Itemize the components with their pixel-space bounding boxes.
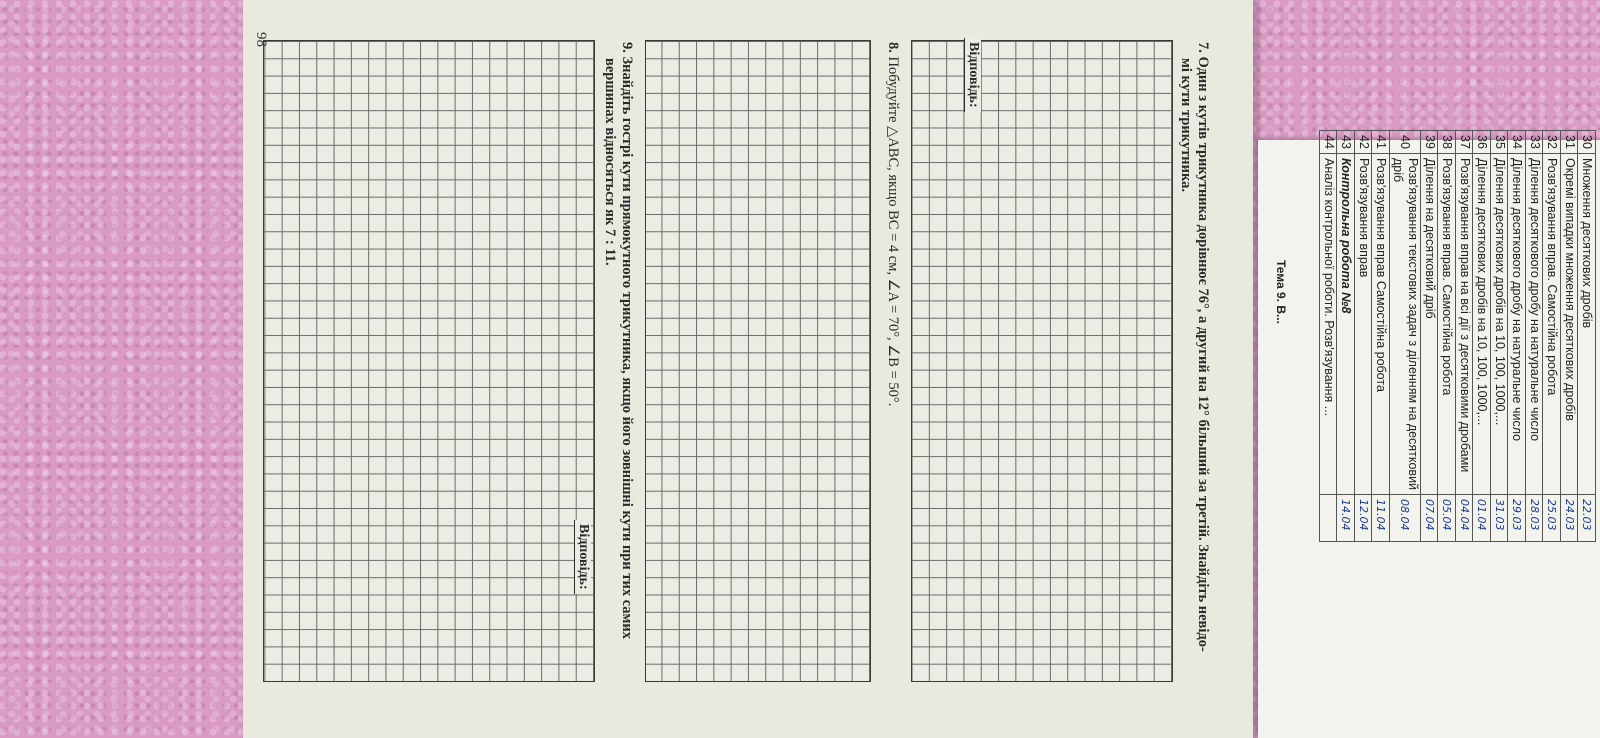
lesson-topic: Ділення десяткових дробів на 10, 100, 1000,...	[1473, 154, 1491, 495]
lesson-date: 11.04	[1372, 495, 1390, 542]
lesson-number: 30	[1578, 131, 1596, 154]
lesson-number: 40	[1390, 131, 1421, 154]
lesson-date: 22.03	[1578, 495, 1596, 542]
lesson-row	[1355, 131, 1373, 542]
task-9-number: 9.	[619, 42, 635, 53]
lesson-number: 43	[1337, 131, 1355, 154]
lesson-date: 04.04	[1456, 495, 1474, 542]
lesson-date	[1320, 495, 1338, 542]
task-9-text: Знайдіть гострі кути прямокутного трикутника, якщо його зовнішні кути при тих самих	[619, 56, 635, 640]
lesson-number: 35	[1491, 131, 1509, 154]
lesson-plan-sheet	[1258, 135, 1600, 738]
lesson-row	[1526, 131, 1544, 542]
lesson-date: 14.04	[1337, 495, 1355, 542]
task-7-text: Один з кутів трикутника дорівнює 76°, а другий на 12° більший за третій. Знайдіть невідо-	[1195, 56, 1211, 652]
lesson-row	[1578, 131, 1596, 542]
lesson-topic: Ділення десяткового дробу на натуральне число	[1508, 154, 1526, 495]
lesson-number: 44	[1320, 131, 1338, 154]
task-8-text: Побудуйте △ABC, якщо BC = 4 см, ∠A = 70°, ∠B = 50°.	[885, 56, 901, 407]
lesson-row	[1543, 131, 1561, 542]
lesson-date: 01.04	[1473, 495, 1491, 542]
lesson-table	[1319, 130, 1596, 542]
lesson-row	[1337, 131, 1355, 542]
lesson-topic-line-1: Розв'язування текстових задач з діленням на десятковий	[1406, 158, 1420, 491]
workbook-page	[243, 0, 1253, 738]
lesson-number: 31	[1561, 131, 1579, 154]
task-7-grid[interactable]	[911, 40, 1173, 682]
lesson-topic: Ділення на десятковий дріб	[1421, 154, 1439, 495]
lesson-date: 07.04	[1421, 495, 1439, 542]
lesson-topic: Множення десяткових дробів	[1578, 154, 1596, 495]
lesson-number: 34	[1508, 131, 1526, 154]
lesson-date: 08.04	[1390, 495, 1421, 542]
lesson-plan-content	[1258, 135, 1600, 738]
lesson-topic: Ділення десяткових дробів на 10, 100, 1000,...	[1491, 154, 1509, 495]
lesson-date: 28.03	[1526, 495, 1544, 542]
lesson-number: 32	[1543, 131, 1561, 154]
lesson-number: 38	[1438, 131, 1456, 154]
lesson-number: 37	[1456, 131, 1474, 154]
lesson-row	[1372, 131, 1390, 542]
lesson-date: 24.03	[1561, 495, 1579, 542]
task-9-answer-label: Відповідь:	[574, 520, 591, 594]
lesson-row	[1438, 131, 1456, 542]
lesson-row	[1456, 131, 1474, 542]
lesson-topic: Розв'язування вправ. Самостійна робота	[1543, 154, 1561, 495]
task-8-grid[interactable]	[645, 40, 871, 682]
lesson-number: 42	[1355, 131, 1373, 154]
workbook-page-content	[243, 0, 1253, 738]
lesson-row	[1508, 131, 1526, 542]
lesson-row	[1491, 131, 1509, 542]
lesson-row	[1320, 131, 1338, 542]
task-9-text-continued: вершинах відносяться як 7 : 11.	[602, 58, 618, 266]
lesson-number: 33	[1526, 131, 1544, 154]
task-7-number: 7.	[1195, 42, 1211, 53]
task-7	[1177, 42, 1211, 722]
lesson-number: 39	[1421, 131, 1439, 154]
lesson-topic: Контрольна робота №8	[1337, 154, 1355, 495]
task-8	[884, 42, 901, 722]
lesson-topic	[1390, 154, 1421, 495]
lesson-date: 25.03	[1543, 495, 1561, 542]
lesson-topic: Окремі випадки множення десяткових дробів	[1561, 154, 1579, 495]
task-9	[601, 42, 635, 732]
lesson-topic: Розв'язування вправ	[1355, 154, 1373, 495]
lesson-topic: Ділення десяткового дробу на натуральне число	[1526, 154, 1544, 495]
lesson-date: 29.03	[1508, 495, 1526, 542]
lesson-row	[1421, 131, 1439, 542]
task-7-answer-label: Відповідь:	[964, 38, 981, 112]
lesson-topic: Розв'язування вправ на всі дії з десятковими дробами	[1456, 154, 1474, 495]
lesson-topic-line-2: дріб	[1391, 158, 1405, 183]
task-7-text-continued: мі кути трикутника.	[1178, 58, 1194, 192]
lesson-topic: Розв'язування вправ. Самостійна робота	[1438, 154, 1456, 495]
lesson-date: 12.04	[1355, 495, 1373, 542]
task-9-grid[interactable]	[263, 40, 595, 682]
next-theme-heading: Тема 9. В...	[1274, 260, 1288, 324]
lesson-row	[1473, 131, 1491, 542]
lesson-number: 36	[1473, 131, 1491, 154]
lesson-row	[1561, 131, 1579, 542]
lesson-number: 41	[1372, 131, 1390, 154]
lesson-date: 05.04	[1438, 495, 1456, 542]
lesson-date: 31.03	[1491, 495, 1509, 542]
lesson-row	[1390, 131, 1421, 542]
task-8-number: 8.	[885, 42, 901, 53]
lesson-topic: Аналіз контрольної роботи. Розв'язування ...	[1320, 154, 1338, 495]
page-number: 98	[253, 32, 269, 47]
lesson-topic: Розв'язування вправ Самостійна робота	[1372, 154, 1390, 495]
